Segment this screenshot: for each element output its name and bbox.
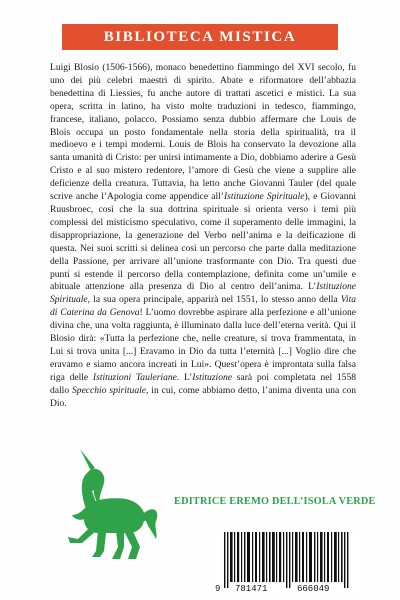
blurb-text: . L’ — [176, 371, 193, 383]
blurb-text: ), e Giovanni Ruusbroec, così che la sua dottrina spirituale si orienta verso i temi più complessi del misticismo speculativo, come il superamento delle immagini, la disappropriazione, la generazione del Verbo nell’anima e la deificazione di questa. Nei suoi scritti si delinea così un percorso che parte dalla meditazione della Passione, per arrivare all’unione trasformante con Dio. Tra questi due punti si estende il percorso della contemplazione, definita come un’umile e abituale attenzione alla presenza di Dio al centro dell’anima. L’ — [50, 191, 356, 293]
series-banner — [62, 24, 338, 50]
blurb-text: ! L’uomo dovrebbe aspirare alla perfezione e all’unione divina che, una volta raggiunta, è illuminato dalla luce dell’eterna verità. Qui il Blosio dirà: «Tutta la perfezione che, nelle creature, si trova frammentata, in Lui si trova unita [...] Eravamo in Dio da tutta l’eternità [...] Voglio dire che eravamo e siamo ancora increati in Lui». Quest’opera è improntata sulla falsa riga delle — [50, 307, 356, 383]
isbn-digit-group-right: 666049 — [297, 584, 330, 594]
blurb-italic-title: Istituzione — [192, 371, 232, 383]
blurb-text: , in cui, come abbiamo detto, l’anima diventa una con Dio. — [50, 384, 356, 409]
isbn-barcode — [214, 532, 360, 596]
blurb-italic-title: Vita di Caterina da Genova — [50, 294, 356, 319]
blurb-text: Luigi Blosio (1506-1566), monaco benedettino fiammingo del XVI secolo, fu uno dei più celebri maestri di spirito. Abate e riformatore dell’abbazia benedettina di Liessies, fu anche autore di trattati ascetici e mistici. La sua opera, scritta in latino, ha visto molte traduzioni in tedesco, fiammingo, francese, italiano, polacco. Possiamo senza dubbio affermare che Louis de Blois occupa un posto fondamentale nella storia della spiritualità, tra il medioevo e i tempi moderni. Louis de Blois ha conservato la devozione alla santa umanità di Cristo: per unirsi intimamente a Dio, dobbiamo aderire a Gesù Cristo e al suo mistero redentore, l’amore di Gesù che viene a supplire alle deficienze della creatura. Tuttavia, ha letto anche Giovanni Tauler (del quale scrive anche l’Apologia come appendice all’ — [50, 62, 356, 203]
back-cover-blurb — [50, 62, 356, 410]
blurb-text: sarà poi completata nel 1558 dallo — [50, 371, 356, 396]
blurb-italic-title: Istituzione Spirituale — [50, 281, 356, 306]
blurb-text: , la sua opera principale, apparirà nel 1551, lo stesso anno della — [87, 294, 341, 306]
blurb-italic-title: Istituzioni Tauleriane — [92, 371, 177, 383]
isbn-digit-group-left: 781471 — [235, 584, 268, 594]
unicorn-icon — [52, 447, 162, 565]
barcode-bars — [214, 532, 360, 588]
isbn-digit-prefix: 9 — [215, 584, 221, 594]
isbn-digits — [214, 584, 360, 596]
publisher-name: EDITRICE EREMO DELL’ISOLA VERDE — [174, 496, 376, 507]
blurb-italic-title: Specchio spirituale — [72, 384, 146, 396]
series-title: BIBLIOTECA MISTICA — [103, 28, 297, 45]
blurb-italic-title: Istituzione Spirituale — [223, 191, 305, 203]
